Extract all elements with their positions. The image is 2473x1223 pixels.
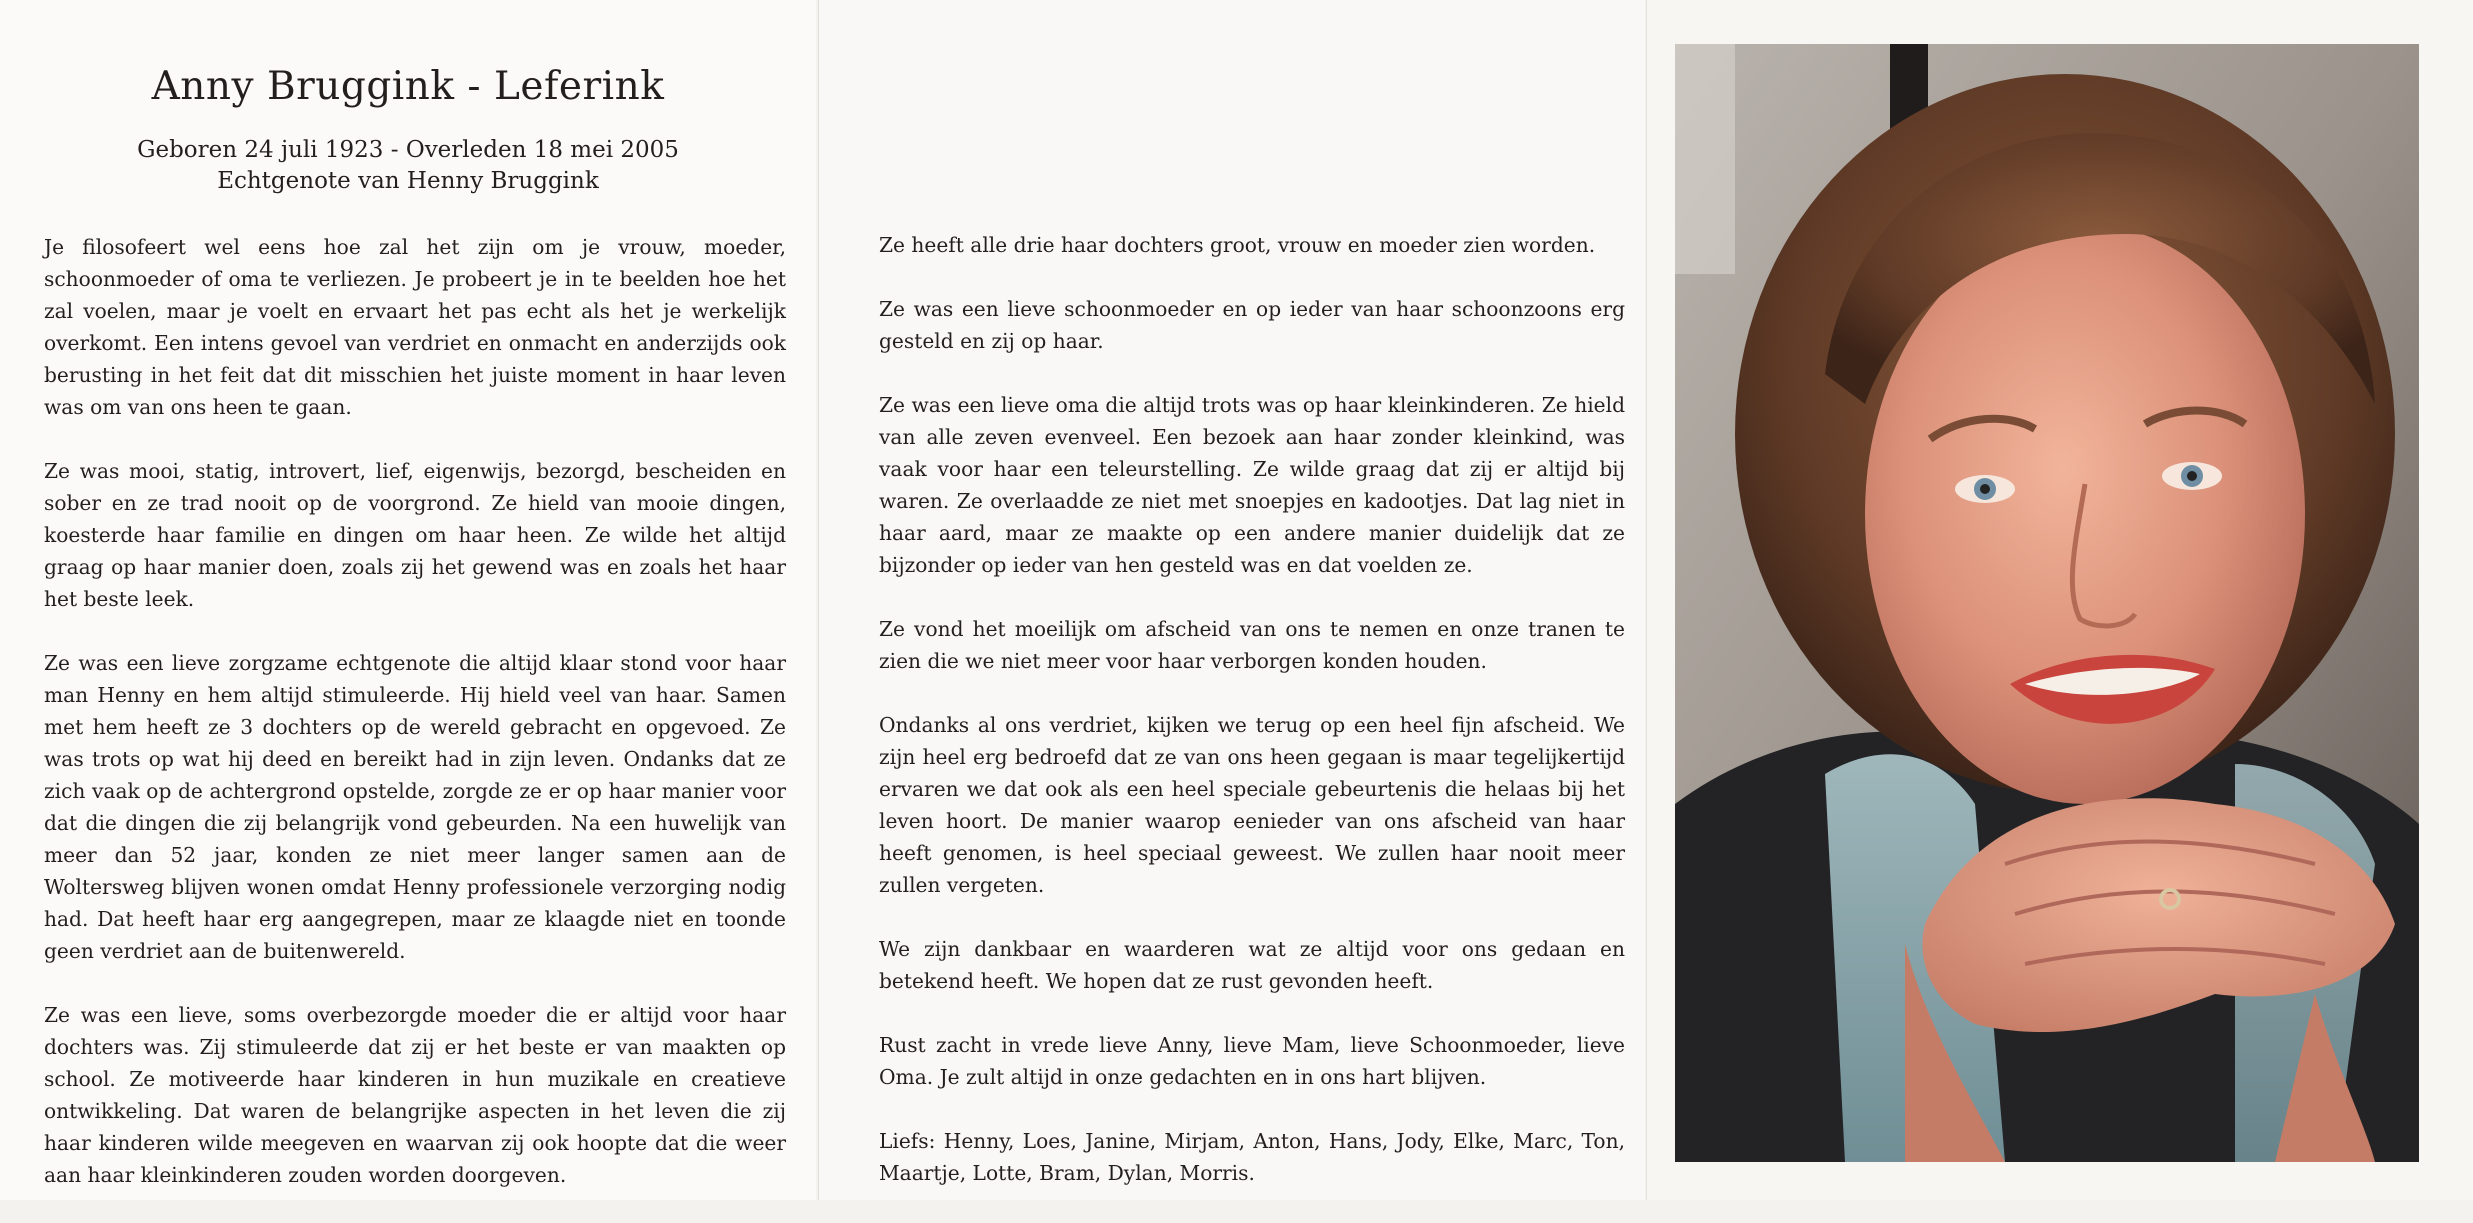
paragraph: Ze heeft alle drie haar dochters groot, vrouw en moeder zien worden.	[879, 233, 1596, 257]
left-text-column	[44, 231, 786, 1223]
paragraph: Ondanks al ons verdriet, kijken we terug op een heel fijn afscheid. We zijn heel erg bedroefd dat ze van ons heen gegaan is maar tegelijkertijd ervaren we dat ook als een heel speciale gebeurtenis die helaas bij het leven hoort. De manier waarop eenieder van ons afscheid van haar heeft genomen, is heel speciaal geweest. We zullen haar nooit meer zullen vergeten.	[879, 713, 1625, 897]
spouse-line: Echtgenote van Henny Bruggink	[217, 168, 599, 194]
paragraph: Ze vond het moeilijk om afscheid van ons te nemen en onze tranen te zien die we niet meer voor haar verborgen konden houden.	[879, 617, 1625, 673]
paragraph: Je filosofeert wel eens hoe zal het zijn om je vrouw, moeder, schoonmoeder of oma te verliezen. Je probeert je in te beelden hoe het zal voelen, maar je voelt en ervaart het pas echt als het je werkelijk overkomt. Een intens gevoel van verdriet en onmacht en anderzijds ook berusting in het feit dat dit misschien het juiste moment in haar leven was om van ons heen te gaan.	[44, 235, 786, 419]
signature-list: Liefs: Henny, Loes, Janine, Mirjam, Anton, Hans, Jody, Elke, Marc, Ton, Maartje, Lotte, Bram, Dylan, Morris.	[879, 1129, 1625, 1185]
deceased-name: Anny Bruggink - Leferink	[151, 64, 665, 109]
portrait-photo	[1675, 44, 2419, 1162]
paragraph: Ze was een lieve oma die altijd trots was op haar kleinkinderen. Ze hield van alle zeven evenveel. Een bezoek aan haar zonder kleinkind, was vaak voor haar een teleurstelling. Ze wilde graag dat zij er altijd bij waren. Ze overlaadde ze niet met snoepjes en kadootjes. Dat lag niet in haar aard, maar ze maakte op een andere manier duidelijk dat ze bijzonder op ieder van hen gesteld was en dat voelden ze.	[879, 393, 1625, 577]
paragraph: Ze was een lieve, soms overbezorgde moeder die er altijd voor haar dochters was. Zij stimuleerde dat zij er het beste er van maakten op school. Ze motiveerde haar kinderen in hun muzikale en creatieve ontwikkeling. Dat waren de belangrijke aspecten in het leven die zij haar kinderen wilde meegeven en waarvan zij ook hoopte dat die weer aan haar kleinkinderen zouden worden doorgeven.	[44, 1003, 786, 1187]
paragraph: Rust zacht in vrede lieve Anny, lieve Mam, lieve Schoonmoeder, lieve Oma. Je zult altijd in onze gedachten en in ons hart blijven.	[879, 1033, 1625, 1089]
left-panel	[0, 0, 816, 1200]
paragraph: Ze was een lieve zorgzame echtgenote die altijd klaar stond voor haar man Henny en hem altijd stimuleerde. Hij hield veel van haar. Samen met hem heeft ze 3 dochters op de wereld gebracht en opgevoed. Ze was trots op wat hij deed en bereikt had in zijn leven. Ondanks dat ze zich vaak op de achtergrond opstelde, zorgde ze er op haar manier voor dat die dingen die zij belangrijk vond gebeurden. Na een huwelijk van meer dan 52 jaar, konden ze niet meer langer samen aan de Woltersweg blijven wonen omdat Henny professionele verzorging nodig had. Dat heeft haar erg aangegrepen, maar ze klaagde niet en toonde geen verdriet aan de buitenwereld.	[44, 651, 786, 963]
life-dates: Geboren 24 juli 1923 - Overleden 18 mei 2005	[137, 137, 679, 163]
paragraph: Ze was een lieve schoonmoeder en op ieder van haar schoonzoons erg gesteld en zij op haar.	[879, 297, 1625, 353]
paragraph: Ze was mooi, statig, introvert, lief, eigenwijs, bezorgd, bescheiden en sober en ze trad nooit op de voorgrond. Ze hield van mooie dingen, koesterde haar familie en dingen om haar heen. Ze wilde het altijd graag op haar manier doen, zoals zij het gewend was en zoals het haar het beste leek.	[44, 459, 786, 611]
middle-text-column	[879, 229, 1625, 1221]
paragraph: We zijn dankbaar en waarderen wat ze altijd voor ons gedaan en betekend heeft. We hopen dat ze rust gevonden heeft.	[879, 937, 1625, 993]
